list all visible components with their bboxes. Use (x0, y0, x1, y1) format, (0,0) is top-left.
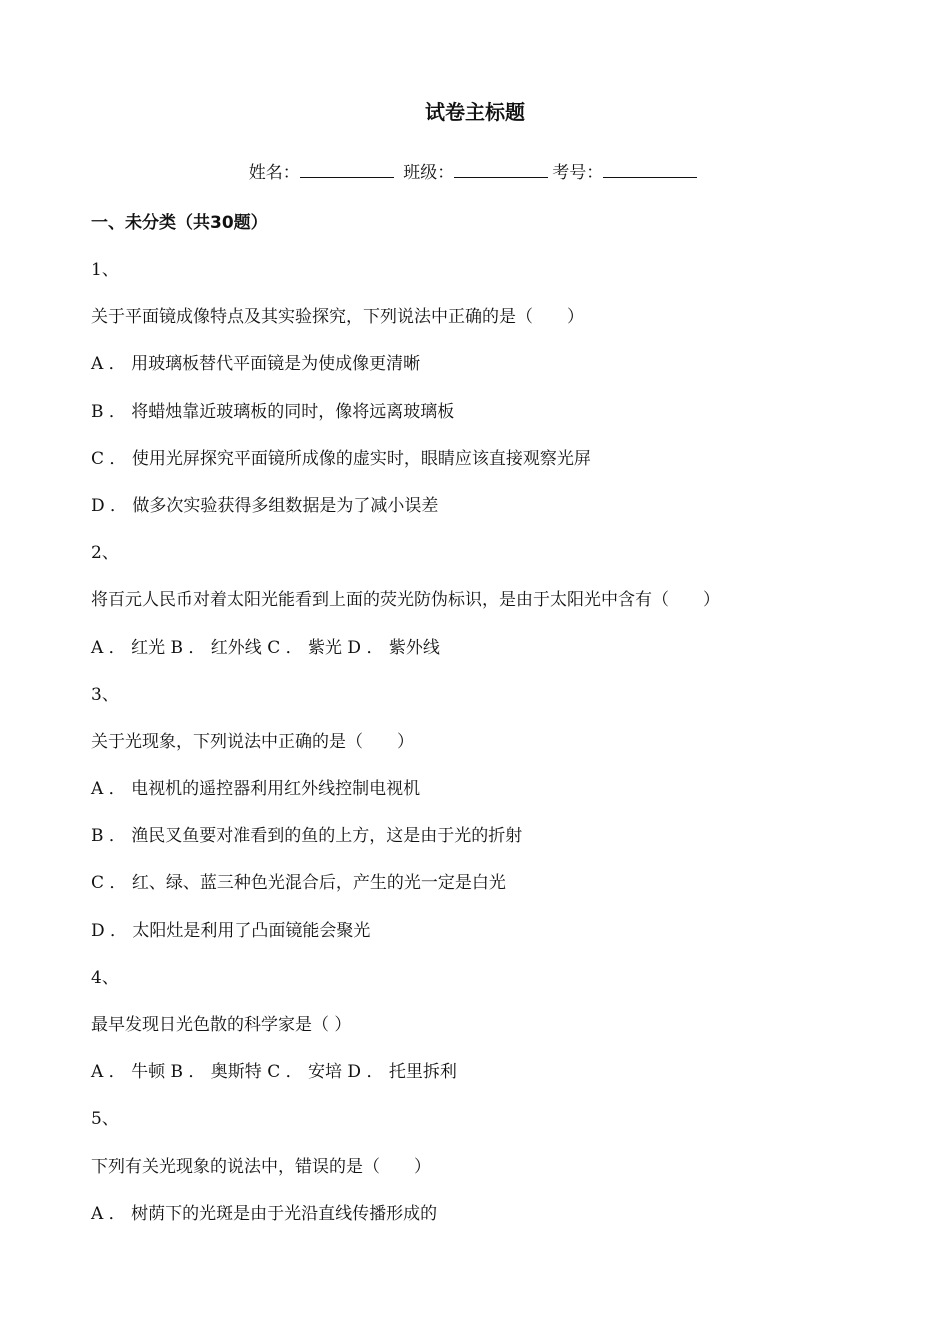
exam-no-blank[interactable] (603, 159, 697, 178)
option-d: D ． 太阳灶是利用了凸面镜能会聚光 (91, 920, 371, 941)
name-label: 姓名： (248, 163, 300, 183)
option-b: B ． 将蜡烛靠近玻璃板的同时，像将远离玻璃板 (91, 401, 455, 422)
class-label: 班级： (403, 163, 455, 183)
page-title: 试卷主标题 (425, 100, 525, 124)
question-number: 1、 (91, 260, 119, 280)
option-b: B ． 渔民叉鱼要对准看到的鱼的上方，这是由于光的折射 (91, 826, 523, 847)
exam-no-label: 考号： (552, 163, 604, 183)
class-blank[interactable] (454, 159, 548, 178)
question-stem: 下列有关光现象的说法中，错误的是（ ） (91, 1156, 431, 1177)
question-number: 3、 (91, 684, 119, 705)
option-row: A ． 红光 B ． 红外线 C ． 紫光 D ． 紫外线 (91, 637, 440, 658)
option-row: A ． 牛顿 B ． 奥斯特 C ． 安培 D ． 托里拆利 (91, 1062, 457, 1083)
student-info-line (0, 159, 950, 186)
question-number: 2、 (91, 543, 119, 564)
question-stem: 将百元人民币对着太阳光能看到上面的荧光防伪标识，是由于太阳光中含有（ ） (91, 590, 720, 611)
question-list (91, 257, 871, 1248)
section-heading: 一、未分类（共30题） (91, 213, 268, 233)
question-number: 5、 (91, 1109, 119, 1130)
question-number: 4、 (91, 967, 119, 988)
option-a: A ． 树荫下的光斑是由于光沿直线传播形成的 (91, 1203, 438, 1224)
question-stem: 关于平面镜成像特点及其实验探究，下列说法中正确的是（ ） (91, 307, 584, 328)
name-blank[interactable] (300, 159, 394, 178)
option-d: D ． 做多次实验获得多组数据是为了减小误差 (91, 495, 439, 516)
option-a: A ． 电视机的遥控器利用红外线控制电视机 (91, 779, 421, 800)
question-stem: 关于光现象，下列说法中正确的是（ ） (91, 731, 414, 752)
question-stem: 最早发现日光色散的科学家是（ ） (91, 1015, 352, 1035)
option-a: A ． 用玻璃板替代平面镜是为使成像更清晰 (91, 354, 421, 375)
option-c: C ． 红、绿、蓝三种色光混合后，产生的光一定是白光 (91, 873, 506, 894)
option-c: C ． 使用光屏探究平面镜所成像的虚实时，眼睛应该直接观察光屏 (91, 448, 591, 469)
